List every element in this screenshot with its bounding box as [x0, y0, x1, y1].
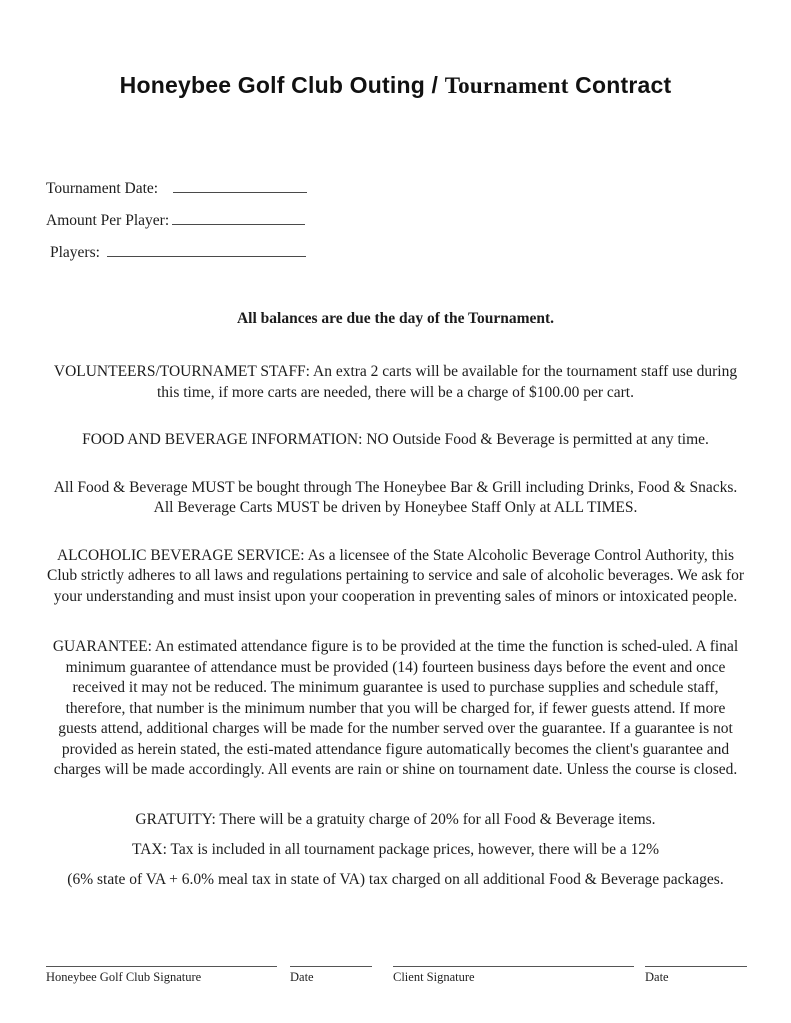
- paragraph-food-beverage-info: FOOD AND BEVERAGE INFORMATION: NO Outside Food & Beverage is permitted at any time.: [82, 431, 709, 448]
- client-date-block: [645, 966, 747, 985]
- tournament-date-input[interactable]: [173, 177, 307, 193]
- paragraph-alcoholic-beverage: ALCOHOLIC BEVERAGE SERVICE: As a licensee of the State Alcoholic Beverage Control Authority, this Club strictly adheres to all laws and regulations pertaining to service and sale of alcoholic beverages. We ask for your understanding and must insist upon your cooperation in preventing sales of minors or intoxicated people.: [46, 546, 745, 605]
- title-sans-tail: Contract: [568, 72, 672, 98]
- paragraph-tax-detail: (6% state of VA + 6.0% meal tax in state of VA) tax charged on all additional Food & Beverage packages.: [67, 870, 724, 888]
- players-label: Players:: [50, 244, 100, 261]
- tournament-date-label: Tournament Date:: [46, 180, 159, 197]
- tournament-date-field: [46, 177, 791, 199]
- client-signature-block: [393, 966, 634, 985]
- title-sans-lead: Honeybee Golf Club Outing /: [119, 72, 445, 98]
- club-signature-block: [46, 966, 277, 985]
- client-date-label: Date: [645, 970, 669, 984]
- paragraph-tax: TAX: Tax is included in all tournament package prices, however, there will be a 12%: [131, 841, 660, 858]
- amount-per-player-field: [46, 209, 791, 231]
- contract-body: [0, 308, 791, 890]
- balance-due-notice: All balances are due the day of the Tournament.: [236, 310, 555, 327]
- paragraph-food-beverage-rules: All Food & Beverage MUST be bought through The Honeybee Bar & Grill including Drinks, Food & Snacks. All Beverage Carts MUST be driven by Honeybee Staff Only at ALL TIMES.: [53, 478, 738, 516]
- club-date-label: Date: [290, 970, 314, 984]
- signature-section: [46, 966, 747, 985]
- document-title: [0, 0, 791, 101]
- club-signature-label: Honeybee Golf Club Signature: [46, 970, 202, 984]
- club-date-block: [290, 966, 372, 985]
- players-field: [50, 241, 791, 263]
- client-signature-label: Client Signature: [393, 970, 475, 984]
- tournament-info-form: [46, 177, 791, 263]
- paragraph-gratuity: GRATUITY: There will be a gratuity charge of 20% for all Food & Beverage items.: [135, 810, 656, 828]
- paragraph-volunteers-staff: VOLUNTEERS/TOURNAMET STAFF: An extra 2 carts will be available for the tournament staff use during this time, if more carts are needed, there will be a charge of $100.00 per cart.: [53, 363, 738, 401]
- paragraph-guarantee: GUARANTEE: An estimated attendance figure is to be provided at the time the function is sched-uled. A final minimum guarantee of attendance must be provided (14) fourteen business days before the event and once received it may not be reduced. The minimum guarantee is used to purchase supplies and schedule staff, therefore, that number is the minimum number that you will be charged for, if fewer guests attend. If more guests attend, additional charges will be made for the number served over the guarantee. If a guarantee is not provided as herein stated, the esti-mated attendance figure automatically becomes the client's guarantee and charges will be made accordingly. All events are rain or shine on tournament date. Unless the course is closed.: [52, 638, 739, 778]
- players-input[interactable]: [107, 241, 306, 257]
- amount-per-player-label: Amount Per Player:: [46, 212, 170, 229]
- amount-per-player-input[interactable]: [172, 209, 305, 225]
- title-serif-word: Tournament: [444, 73, 569, 98]
